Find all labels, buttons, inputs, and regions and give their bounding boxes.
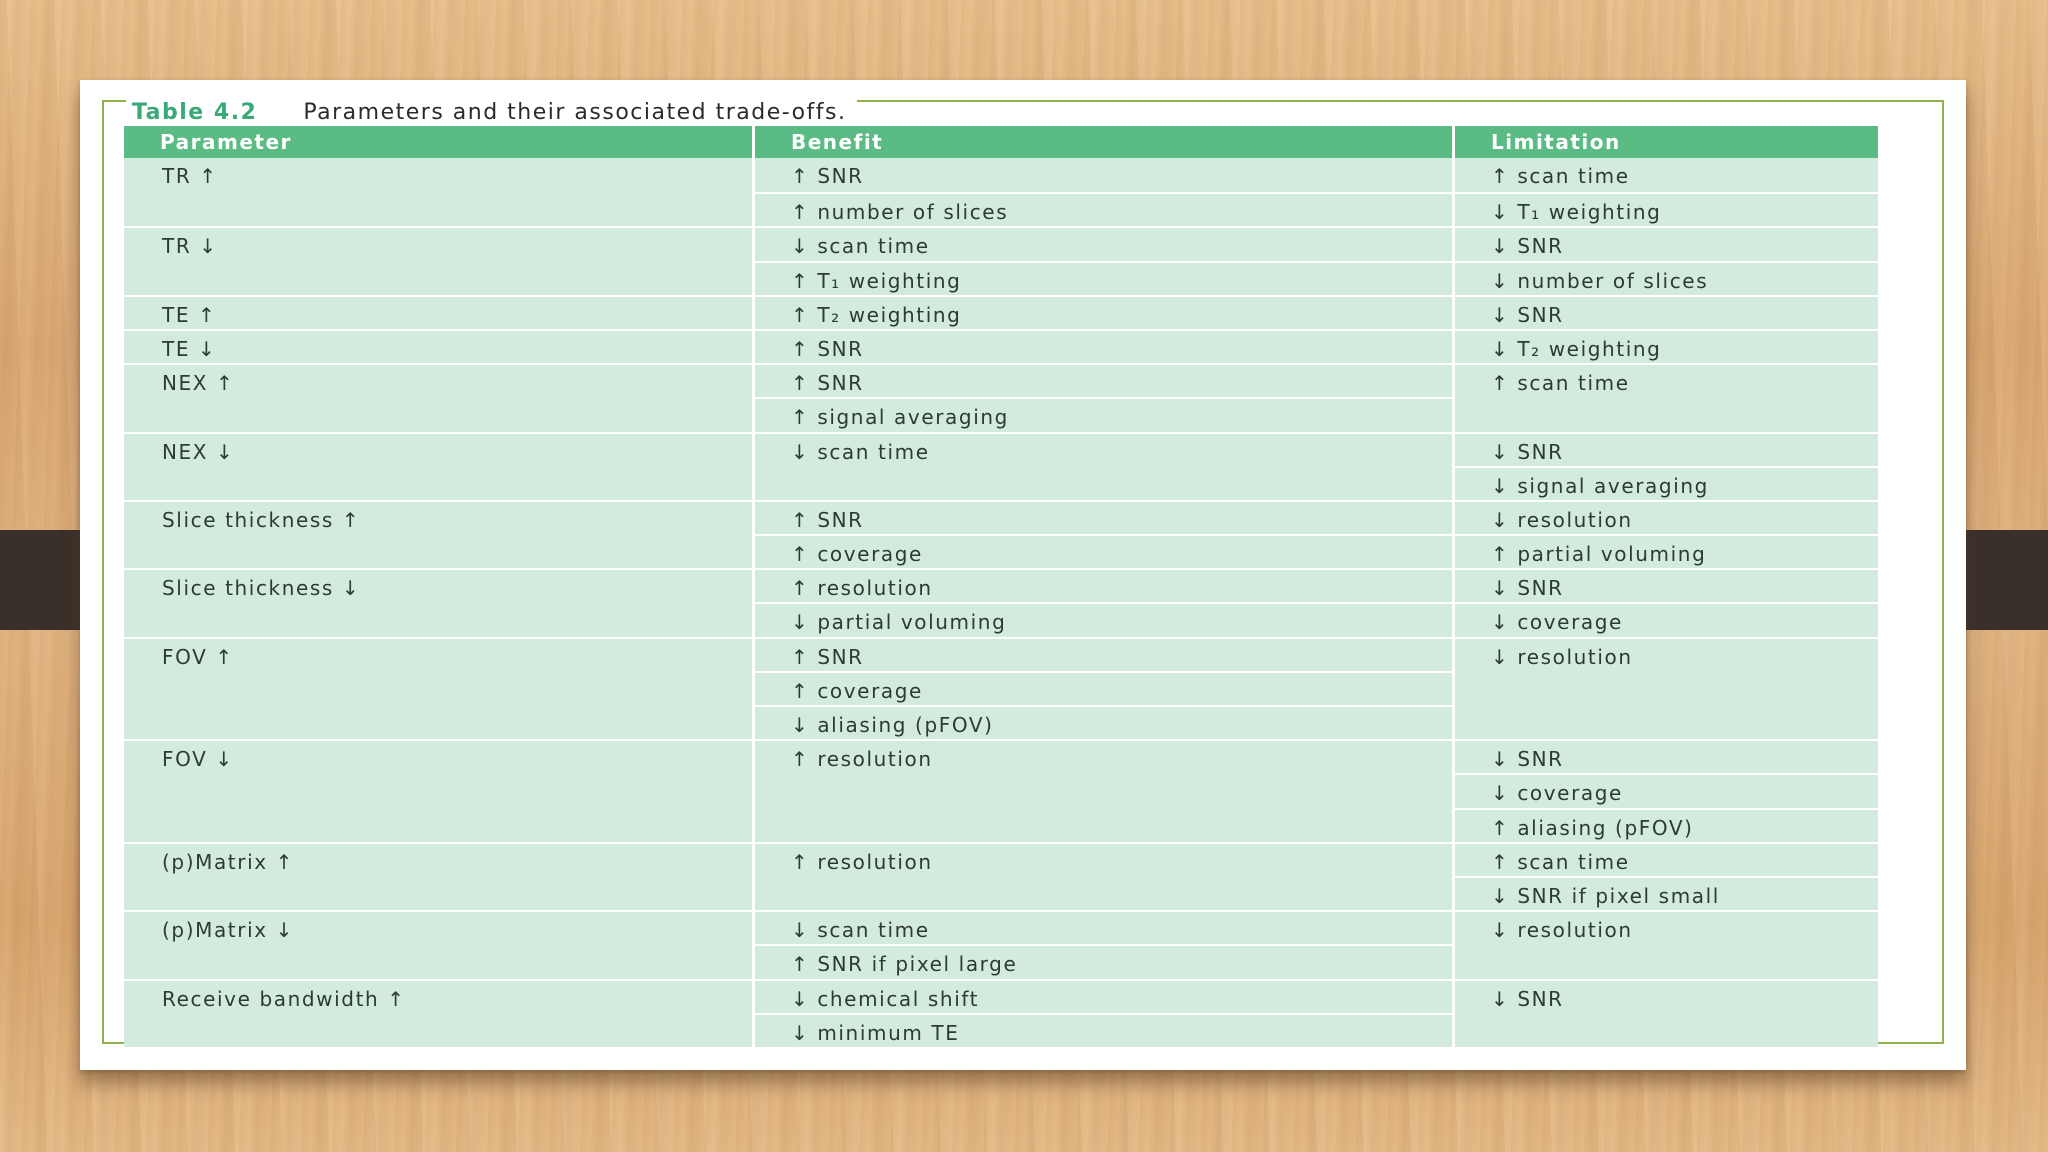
benefit-cell: ↑ T₂ weighting <box>755 295 1452 329</box>
benefit-cell: ↓ chemical shift <box>755 979 1452 1013</box>
slide-card <box>80 80 1966 1070</box>
limitation-cell: ↓ SNR <box>1455 739 1878 773</box>
benefit-cell: ↑ resolution <box>755 568 1452 602</box>
benefit-cell: ↑ T₁ weighting <box>755 261 1452 295</box>
limitation-cell: ↓ resolution <box>1455 910 1878 944</box>
parameter-cell: (p)Matrix ↓ <box>124 910 752 978</box>
benefit-cell: ↑ SNR <box>755 500 1452 534</box>
limitation-cell: ↓ SNR <box>1455 226 1878 260</box>
limitation-cell <box>1455 671 1878 705</box>
parameter-cell: FOV ↑ <box>124 637 752 740</box>
benefit-cell: ↑ signal averaging <box>755 397 1452 431</box>
benefit-cell: ↓ minimum TE <box>755 1013 1452 1047</box>
benefit-cell: ↑ resolution <box>755 739 1452 773</box>
limitation-cell: ↓ SNR <box>1455 979 1878 1013</box>
parameter-cell: TR ↑ <box>162 164 218 188</box>
column-header-benefit: Benefit <box>755 126 1452 158</box>
parameter-cell: Slice thickness ↓ <box>124 568 752 636</box>
benefit-cell <box>755 773 1452 807</box>
parameter-cell: (p)Matrix ↑ <box>124 842 752 910</box>
parameter-cell: TE ↑ <box>124 295 752 329</box>
limitation-cell: ↑ aliasing (pFOV) <box>1455 808 1878 842</box>
parameter-cell: TE ↓ <box>124 329 752 363</box>
limitation-cell: ↑ scan time <box>1455 363 1878 397</box>
parameter-cell: NEX ↓ <box>124 432 752 500</box>
limitation-cell: ↓ resolution <box>1455 500 1878 534</box>
benefit-cell: ↑ SNR <box>755 637 1452 671</box>
limitation-cell: ↓ SNR <box>1455 568 1878 602</box>
limitation-cell: ↑ scan time <box>1455 842 1878 876</box>
limitation-cell: ↓ signal averaging <box>1455 466 1878 500</box>
benefit-cell: ↑ SNR <box>755 329 1452 363</box>
limitation-cell: ↓ T₂ weighting <box>1455 329 1878 363</box>
benefit-cell: ↓ scan time <box>755 226 1452 260</box>
benefit-cell: ↓ aliasing (pFOV) <box>755 705 1452 739</box>
limitation-cell: ↓ resolution <box>1455 637 1878 671</box>
limitation-cell: ↓ coverage <box>1455 602 1878 636</box>
limitation-cell: ↓ SNR if pixel small <box>1455 876 1878 910</box>
benefit-cell: ↑ SNR <box>755 363 1452 397</box>
benefit-cell <box>755 876 1452 910</box>
limitation-cell: ↑ scan time <box>1491 164 1630 188</box>
parameter-cell: TR ↓ <box>124 226 752 294</box>
limitation-cell: ↓ SNR <box>1455 432 1878 466</box>
column-header-limitation: Limitation <box>1455 126 1878 158</box>
parameter-cell: Receive bandwidth ↑ <box>124 979 752 1047</box>
benefit-cell <box>755 466 1452 500</box>
parameter-cell: NEX ↑ <box>124 363 752 431</box>
limitation-cell: ↑ partial voluming <box>1455 534 1878 568</box>
benefit-cell: ↑ number of slices <box>755 192 1452 226</box>
limitation-cell: ↓ T₁ weighting <box>1455 192 1878 226</box>
benefit-cell: ↓ partial voluming <box>755 602 1452 636</box>
column-header-parameter: Parameter <box>124 126 752 158</box>
benefit-cell: ↑ SNR if pixel large <box>755 944 1452 978</box>
limitation-cell <box>1455 944 1878 978</box>
benefit-cell: ↑ coverage <box>755 671 1452 705</box>
benefit-cell: ↓ scan time <box>755 432 1452 466</box>
benefit-cell <box>755 808 1452 842</box>
limitation-cell: ↓ SNR <box>1455 295 1878 329</box>
benefit-cell: ↑ resolution <box>755 842 1452 876</box>
parameters-table <box>124 126 1878 1047</box>
limitation-cell: ↓ number of slices <box>1455 261 1878 295</box>
caption-label: Table 4.2 <box>132 99 258 125</box>
benefit-cell: ↓ scan time <box>755 910 1452 944</box>
benefit-cell: ↑ SNR <box>791 164 864 188</box>
parameter-cell: FOV ↓ <box>124 739 752 842</box>
limitation-cell <box>1455 705 1878 739</box>
benefit-cell: ↑ coverage <box>755 534 1452 568</box>
limitation-cell: ↓ coverage <box>1455 773 1878 807</box>
limitation-cell <box>1455 397 1878 431</box>
parameter-cell: Slice thickness ↑ <box>124 500 752 568</box>
caption-title: Parameters and their associated trade-offs. <box>303 99 847 125</box>
table-caption <box>126 94 857 130</box>
limitation-cell <box>1455 1013 1878 1047</box>
